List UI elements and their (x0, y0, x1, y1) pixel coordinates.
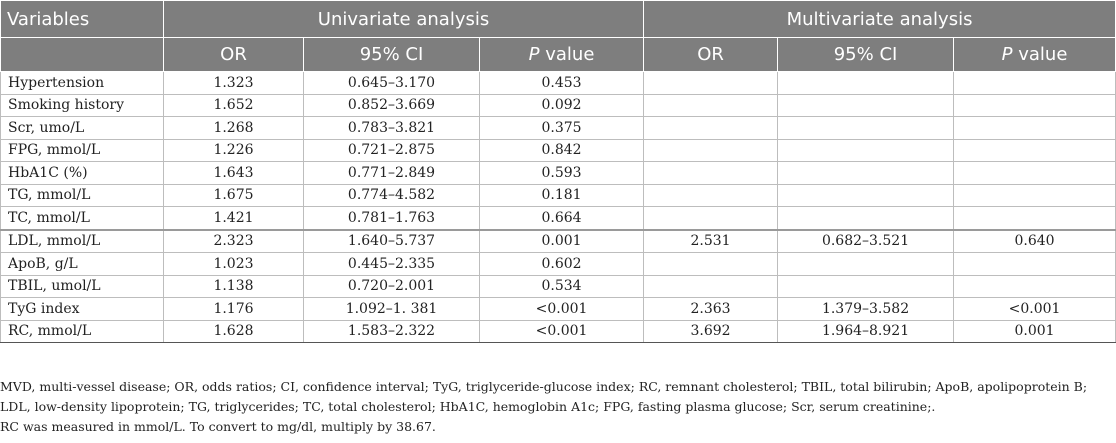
multivariate-p-cell (954, 184, 1116, 207)
variable-cell: TBIL, umol/L (1, 275, 164, 298)
univariate-ci-cell: 1.583–2.322 (304, 320, 480, 343)
univariate-or-cell: 1.643 (164, 162, 304, 185)
multivariate-p-cell: 0.001 (954, 320, 1116, 343)
multivariate-or-cell (644, 139, 778, 162)
table-row (1, 298, 1116, 321)
univariate-or-header: OR (164, 38, 304, 72)
multivariate-p-cell (954, 94, 1116, 117)
variable-cell: Hypertension (1, 72, 164, 95)
multivariate-or-header: OR (644, 38, 778, 72)
table-body (1, 72, 1116, 343)
univariate-ci-cell: 0.771–2.849 (304, 162, 480, 185)
univariate-p-header (480, 38, 644, 72)
multivariate-p-cell: 0.640 (954, 230, 1116, 253)
table-row (1, 230, 1116, 253)
multivariate-ci-cell (778, 207, 954, 230)
multivariate-or-cell (644, 162, 778, 185)
univariate-ci-cell: 1.092–1. 381 (304, 298, 480, 321)
univariate-p-cell: 0.664 (480, 207, 644, 230)
multivariate-p-cell: <0.001 (954, 298, 1116, 321)
multivariate-or-cell (644, 94, 778, 117)
univariate-ci-cell: 0.720–2.001 (304, 275, 480, 298)
table-header (1, 1, 1116, 72)
univariate-p-cell: <0.001 (480, 320, 644, 343)
univariate-ci-cell: 0.783–3.821 (304, 117, 480, 140)
univariate-or-cell: 2.323 (164, 230, 304, 253)
multivariate-p-cell (954, 117, 1116, 140)
multivariate-or-cell (644, 72, 778, 95)
multivariate-ci-cell: 1.379–3.582 (778, 298, 954, 321)
variable-cell: Scr, umo/L (1, 117, 164, 140)
univariate-p-cell: 0.593 (480, 162, 644, 185)
variable-cell: TyG index (1, 298, 164, 321)
multivariate-ci-cell (778, 184, 954, 207)
univariate-ci-cell: 0.445–2.335 (304, 253, 480, 276)
multivariate-ci-header: 95% CI (778, 38, 954, 72)
p-italic-label: P (1001, 44, 1013, 65)
table-row (1, 320, 1116, 343)
multivariate-or-cell (644, 253, 778, 276)
multivariate-p-header (954, 38, 1116, 72)
univariate-p-cell: 0.001 (480, 230, 644, 253)
univariate-p-cell: 0.181 (480, 184, 644, 207)
multivariate-ci-cell: 0.682–3.521 (778, 230, 954, 253)
univariate-ci-cell: 0.774–4.582 (304, 184, 480, 207)
table-row (1, 207, 1116, 230)
table-row (1, 275, 1116, 298)
multivariate-or-cell (644, 184, 778, 207)
univariate-ci-cell: 0.645–3.170 (304, 72, 480, 95)
table-row (1, 162, 1116, 185)
univariate-header: Univariate analysis (164, 1, 644, 38)
univariate-ci-header: 95% CI (304, 38, 480, 72)
table-row (1, 139, 1116, 162)
univariate-ci-cell: 1.640–5.737 (304, 230, 480, 253)
univariate-or-cell: 1.226 (164, 139, 304, 162)
variable-cell: Smoking history (1, 94, 164, 117)
p-value-label: value (1012, 44, 1068, 65)
table-row (1, 72, 1116, 95)
footnote-abbreviations: MVD, multi-vessel disease; OR, odds ratios; CI, confidence interval; TyG, triglyceride-glucose index; RC, remnant cholesterol; TBIL, total bilirubin; ApoB, apolipoprotein B; LDL, low-density lipoprotein; TG, triglycerides; TC, total cholesterol; HbA1C, hemoglobin A1c; FPG, fasting plasma glucose; Scr, serum creatinine;. (0, 379, 1088, 414)
univariate-or-cell: 1.138 (164, 275, 304, 298)
univariate-or-cell: 1.628 (164, 320, 304, 343)
univariate-or-cell: 1.323 (164, 72, 304, 95)
multivariate-header: Multivariate analysis (644, 1, 1116, 38)
variable-cell: HbA1C (%) (1, 162, 164, 185)
multivariate-ci-cell (778, 72, 954, 95)
univariate-or-cell: 1.421 (164, 207, 304, 230)
multivariate-p-cell (954, 162, 1116, 185)
multivariate-or-cell (644, 117, 778, 140)
univariate-p-cell: 0.092 (480, 94, 644, 117)
table-row (1, 94, 1116, 117)
multivariate-p-cell (954, 207, 1116, 230)
multivariate-p-cell (954, 139, 1116, 162)
multivariate-ci-cell (778, 139, 954, 162)
univariate-p-cell: 0.534 (480, 275, 644, 298)
univariate-ci-cell: 0.781–1.763 (304, 207, 480, 230)
univariate-or-cell: 1.652 (164, 94, 304, 117)
univariate-p-cell: 0.602 (480, 253, 644, 276)
variables-subheader-empty (1, 38, 164, 72)
multivariate-p-cell (954, 275, 1116, 298)
variable-cell: TG, mmol/L (1, 184, 164, 207)
variables-header: Variables (1, 1, 164, 38)
variable-cell: LDL, mmol/L (1, 230, 164, 253)
multivariate-ci-cell (778, 162, 954, 185)
multivariate-or-cell: 2.363 (644, 298, 778, 321)
multivariate-ci-cell (778, 253, 954, 276)
multivariate-ci-cell (778, 117, 954, 140)
p-italic-label: P (528, 44, 540, 65)
table-row (1, 184, 1116, 207)
variable-cell: FPG, mmol/L (1, 139, 164, 162)
p-value-label: value (539, 44, 595, 65)
table-row (1, 253, 1116, 276)
univariate-p-cell: 0.842 (480, 139, 644, 162)
multivariate-p-cell (954, 253, 1116, 276)
multivariate-or-cell (644, 275, 778, 298)
univariate-or-cell: 1.268 (164, 117, 304, 140)
multivariate-or-cell: 3.692 (644, 320, 778, 343)
variable-cell: RC, mmol/L (1, 320, 164, 343)
footnote-conversion: RC was measured in mmol/L. To convert to mg/dl, multiply by 38.67. (0, 419, 436, 434)
univariate-ci-cell: 0.721–2.875 (304, 139, 480, 162)
variable-cell: ApoB, g/L (1, 253, 164, 276)
univariate-or-cell: 1.023 (164, 253, 304, 276)
variable-cell: TC, mmol/L (1, 207, 164, 230)
multivariate-or-cell: 2.531 (644, 230, 778, 253)
multivariate-ci-cell (778, 94, 954, 117)
multivariate-ci-cell: 1.964–8.921 (778, 320, 954, 343)
univariate-ci-cell: 0.852–3.669 (304, 94, 480, 117)
table-footnote (0, 377, 1112, 437)
multivariate-p-cell (954, 72, 1116, 95)
univariate-p-cell: 0.375 (480, 117, 644, 140)
univariate-or-cell: 1.675 (164, 184, 304, 207)
multivariate-ci-cell (778, 275, 954, 298)
univariate-p-cell: <0.001 (480, 298, 644, 321)
univariate-p-cell: 0.453 (480, 72, 644, 95)
univariate-or-cell: 1.176 (164, 298, 304, 321)
table-row (1, 117, 1116, 140)
multivariate-or-cell (644, 207, 778, 230)
